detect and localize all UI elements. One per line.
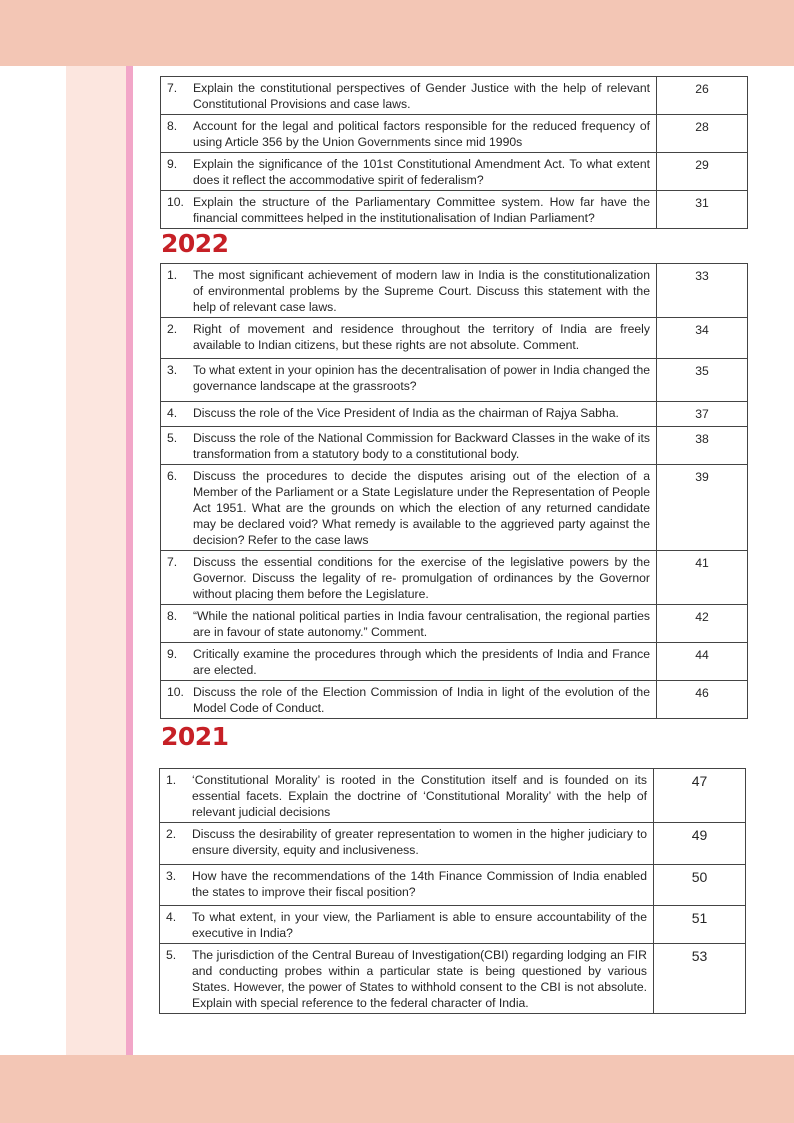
question-text: Discuss the role of the Election Commission of India in light of the evolution of the Model Code of Conduct. [193,685,650,715]
table-row [161,77,748,115]
page-number: 39 [657,465,748,551]
question-number: 5. [166,948,177,962]
left-margin-rule [126,66,133,1055]
page-number: 35 [657,359,748,402]
question-number: 10. [167,195,184,209]
question-cell [161,359,657,402]
table-row [160,769,746,823]
question-cell [161,77,657,115]
question-cell [161,465,657,551]
question-text: Right of movement and residence throughout the territory of India are freely available to Indian citizens, but these rights are not absolute. Comment. [193,322,650,352]
questions-table-2022 [160,263,748,719]
question-number: 7. [167,81,178,95]
questions-table-2021 [159,768,746,1014]
table-row [161,153,748,191]
question-number: 7. [167,555,178,569]
question-number: 4. [166,910,177,924]
question-number: 1. [166,773,177,787]
question-text: Critically examine the procedures through which the presidents of India and France are elected. [193,647,650,677]
question-cell [160,944,654,1014]
question-text: Discuss the role of the National Commission for Backward Classes in the wake of its transformation from a statutory body to a constitutional body. [193,431,650,461]
question-text: Explain the significance of the 101st Constitutional Amendment Act. To what extent does it reflect the accommodative spirit of federalism? [193,157,650,187]
question-number: 4. [167,406,178,420]
question-cell [160,823,654,865]
question-number: 3. [167,363,178,377]
table-row [161,643,748,681]
question-cell [161,191,657,229]
page-number: 46 [657,681,748,719]
question-cell [160,769,654,823]
page-number: 41 [657,551,748,605]
question-cell [160,906,654,944]
question-cell [161,264,657,318]
question-text: Explain the constitutional perspectives of Gender Justice with the help of relevant Constitutional Provisions and case laws. [193,81,650,111]
question-text: ‘Constitutional Morality’ is rooted in the Constitution itself and is founded on its essential facets. Explain the doctrine of ‘Constitutional Morality’ with the help of relevant judicial decisions [192,773,647,819]
table-row [161,681,748,719]
question-number: 9. [167,647,178,661]
page-number: 47 [654,769,746,823]
question-cell [161,681,657,719]
question-text: Explain the structure of the Parliamentary Committee system. How far have the financial committees helped in the institutionalisation of Indian Parliament? [193,195,650,225]
page-number: 51 [654,906,746,944]
page-number: 31 [657,191,748,229]
question-text: The most significant achievement of modern law in India is the constitutionalization of environmental problems by the Supreme Court. Discuss this statement with the help of relevant case laws. [193,268,650,314]
page-number: 26 [657,77,748,115]
table-row [161,551,748,605]
question-number: 2. [166,827,177,841]
page-number: 29 [657,153,748,191]
question-number: 8. [167,609,178,623]
question-number: 8. [167,119,178,133]
question-number: 2. [167,322,178,336]
page-number: 34 [657,318,748,359]
page-number: 50 [654,865,746,906]
left-margin-panel [66,66,126,1055]
question-text: Discuss the procedures to decide the disputes arising out of the election of a Member of the Parliament or a State Legislature under the Representation of People Act 1951. What are the grounds on which the election of any returned candidate may be declared void? What remedy is available to the aggrieved party against the decision? Refer to the case laws [193,469,650,547]
page-number: 33 [657,264,748,318]
page-number: 38 [657,427,748,465]
page-number: 42 [657,605,748,643]
question-text: Account for the legal and political factors responsible for the reduced frequency of using Article 356 by the Union Governments since mid 1990s [193,119,650,149]
table-row [161,427,748,465]
question-number: 9. [167,157,178,171]
question-cell [161,427,657,465]
table-row [161,191,748,229]
question-text: The jurisdiction of the Central Bureau of Investigation(CBI) regarding lodging an FIR and conducting probes within a particular state is being questioned by various States. However, the power of States to withhold consent to the CBI is not absolute. Explain with special reference to the federal character of India. [192,948,647,1010]
question-text: Discuss the role of the Vice President of India as the chairman of Rajya Sabha. [193,406,619,420]
question-text: To what extent, in your view, the Parliament is able to ensure accountability of the executive in India? [192,910,647,940]
page-number: 37 [657,402,748,427]
top-band [0,0,794,66]
question-number: 3. [166,869,177,883]
table-row [161,264,748,318]
question-cell [161,318,657,359]
question-number: 5. [167,431,178,445]
question-cell [161,402,657,427]
table-row [161,115,748,153]
table-row [160,823,746,865]
page-number: 44 [657,643,748,681]
table-row [160,865,746,906]
table-row [161,318,748,359]
question-number: 1. [167,268,178,282]
questions-table-previous [160,76,748,229]
table-row [161,402,748,427]
question-text: Discuss the desirability of greater representation to women in the higher judiciary to ensure diversity, equity and inclusiveness. [192,827,647,857]
question-cell [160,865,654,906]
table-row [160,944,746,1014]
question-number: 10. [167,685,184,699]
table-row [161,605,748,643]
question-cell [161,115,657,153]
table-row [160,906,746,944]
year-heading-2021: 2021 [161,722,229,751]
question-text: How have the recommendations of the 14th Finance Commission of India enabled the states to improve their fiscal position? [192,869,647,899]
question-number: 6. [167,469,178,483]
year-heading-2022: 2022 [161,229,229,258]
question-cell [161,551,657,605]
question-cell [161,605,657,643]
question-cell [161,643,657,681]
table-row [161,465,748,551]
question-cell [161,153,657,191]
bottom-band [0,1055,794,1123]
question-text: To what extent in your opinion has the decentralisation of power in India changed the governance landscape at the grassroots? [193,363,650,393]
page-number: 53 [654,944,746,1014]
question-text: “While the national political parties in India favour centralisation, the regional parties are in favour of state autonomy.” Comment. [193,609,650,639]
table-row [161,359,748,402]
page-number: 49 [654,823,746,865]
page-number: 28 [657,115,748,153]
question-text: Discuss the essential conditions for the exercise of the legislative powers by the Governor. Discuss the legality of re- promulgation of ordinances by the Governor without placing them before the Legislature. [193,555,650,601]
